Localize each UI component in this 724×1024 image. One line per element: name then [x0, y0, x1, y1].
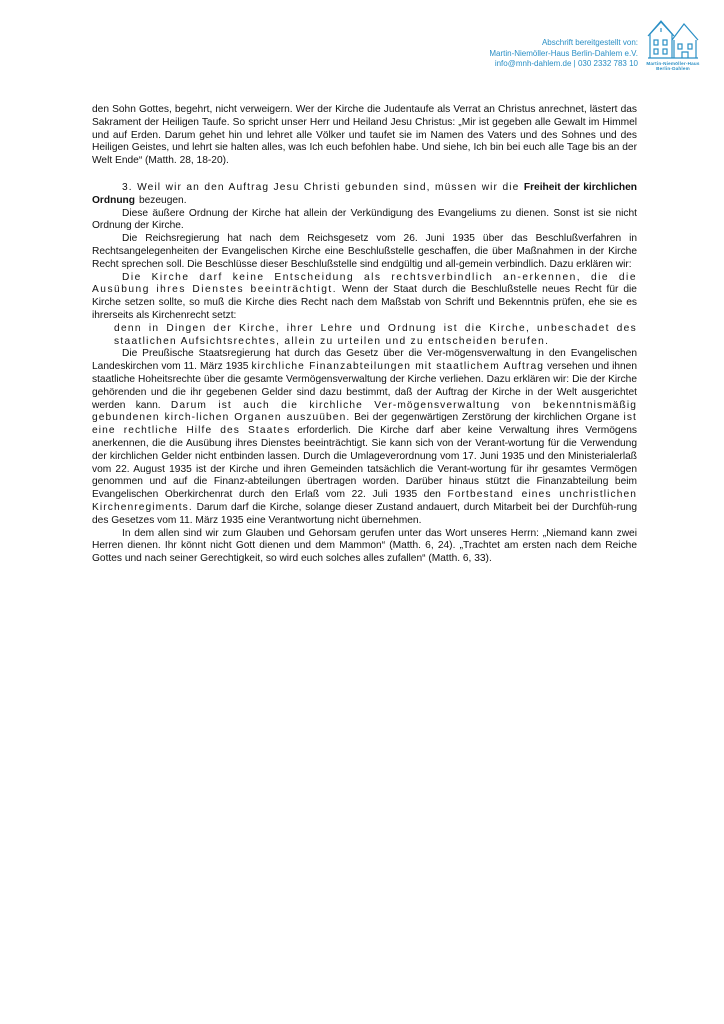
paragraph-conclusion — [92, 528, 637, 566]
finances-spaced-4: Fortbestand eines unchristlichen Kirchenregiments. — [92, 489, 637, 513]
header-line-contact: info@mnh-dahlem.de | 030 2332 783 10 — [494, 59, 638, 68]
paragraph-reichsregierung-text: Die Reichsregierung hat nach dem Reichsgesetz vom 26. Juni 1935 über das Beschlußverfahren in Rechtsangelegenheiten der Evangelischen Kirche eine Beschlußstelle geschaffen, die über Maßnahmen in der Kirche Recht sprechen soll. Die Beschlüsse dieser Beschlußstelle sind endgültig und all-gemein verbindlich. Dazu erklären wir: — [92, 233, 637, 270]
logo-caption — [646, 61, 699, 72]
logo-caption-place: Berlin-Dahlem — [656, 66, 690, 72]
quoted-statement-text: denn in Dingen der Kirche, ihrer Lehre und Ordnung ist die Kirche, unbeschadet des staatlichen Aufsichtsrechtes, allein zu urteilen und zu entscheiden berufen. — [114, 322, 637, 347]
section-3-end: bezeugen. — [138, 194, 187, 206]
page-header — [489, 14, 702, 76]
finances-spaced-3: ist eine rechtliche Hilfe des Staates — [92, 412, 637, 437]
decision-rest-text: Wenn der Staat durch die Beschlußstelle neues Recht für die Kirche setzen sollte, so muß die Kirche dies Recht nach dem Maßstab von Schrift und Bekenntnis prüfen, ehe sie es ihrerseits als Kirchenrecht setzt: — [92, 284, 637, 321]
paragraph-finances — [92, 348, 637, 527]
paragraph-order — [92, 208, 637, 234]
paragraph-order-text: Diese äußere Ordnung der Kirche hat allein der Verkündigung des Evangeliums zu dienen. Sonst ist sie nicht Ordnung der Kirche. — [92, 207, 637, 232]
section-3-emphasis: Freiheit der kirchlichen Ordnung — [92, 181, 637, 206]
house-logo-icon — [647, 14, 699, 60]
paragraph-conclusion-text: In dem allen sind wir zum Glauben und Gehorsam gerufen unter das Wort unseres Herrn: „Niemand kann zwei Herren dienen. Ihr könnt nicht Gott dienen und dem Mammon“ (Matth. 6, 24). „Trachtet am ersten nach dem Reiche Gottes und nach seiner Gerechtigkeit, so wird euch solches alles zufallen“ (Matth. 6, 33). — [92, 527, 637, 565]
finances-spaced-2: Darum ist auch die kirchliche Ver-mögensverwaltung von bekenntnismäßig gebundenen kirch-lichen Organen auszuüben. — [92, 399, 637, 424]
finances-text-a: Die Preußische Staatsregierung hat durch das Gesetz über die Ver-mögensverwaltung in den Evangelischen Landeskirchen vom 11. März 1935 — [92, 348, 637, 373]
finances-text-e: Darum darf die Kirche, solange dieser Zustand andauert, durch Mitarbeit bei der Durchfüh-rung des Gesetzes vom 11. März 1935 eine Verantwortung nicht übernehmen. — [92, 501, 637, 526]
quoted-statement — [92, 323, 637, 349]
section-3-intro: 3. Weil wir an den Auftrag Jesu Christi gebunden sind, müssen wir die — [122, 181, 520, 193]
decision-spaced-text: Die Kirche darf keine Entscheidung als rechtsverbindlich an-erkennen, die die Ausübung ihres Dienstes beeinträchtigt. — [92, 271, 637, 296]
header-line-provided-by: Abschrift bereitgestellt von: — [541, 38, 638, 47]
paragraph-baptism — [92, 104, 637, 168]
paragraph-reichsregierung — [92, 233, 637, 271]
finances-spaced-1: kirchliche Finanzabteilungen mit staatlichem Auftrag — [251, 361, 544, 373]
paragraph-baptism-text: den Sohn Gottes, begehrt, nicht verweigern. Wer der Kirche die Judentaufe als Verrat an Christus anrechnet, lästert das Sakrament der Heiligen Taufe. So spricht unser Herr und Heiland Jesu Christus: „Mir ist gegeben alle Gewalt im Himmel und auf Erden. Darum gehet hin und lehret alle Völker und taufet sie im Namen des Vaters und des Sohnes und des Heiligen Geistes, und lehrt sie halten alles, was Ich euch befohlen habe. Und siehe, Ich bin bei euch alle Tage bis an der Welt Ende“ (Matth. 28, 18-20). — [92, 104, 637, 167]
finances-text-b: versehen und ihnen staatliche Hoheitsrechte über die gesamte Vermögensverwaltung der Kirche verliehen. Dazu erklären wir: Die der Kirche gehörenden und die ihr gegebenen Gelder sind dazu bestimmt, daß der Auftrag der Kirche in der Welt ausgerichtet werden kann. — [92, 361, 637, 411]
header-text — [489, 38, 638, 70]
paragraph-section-3 — [92, 182, 637, 208]
organization-logo — [644, 14, 702, 76]
paragraph-decision — [92, 272, 637, 323]
logo-caption-name: Martin-Niemöller-Haus — [646, 61, 700, 66]
finances-text-d: erforderlich. Die Kirche darf aber keine Verwaltung ihres Vermögens anerkennen, die die Ausübung ihres Dienstes beeinträchtigt. Sie kann sich von der Verant-wortung für die Verwendung der kirchlichen Gelder nicht entbinden lassen. Durch die Umlageverordnung vom 17. Juni 1935 und den Ministerialerlaß vom 22. August 1935 ist der Kirche und ihren Gemeinden tatsächlich die Verant-wortung für ihr gesamtes Vermögen genommen und auf die Finanz-abteilungen übertragen worden. Darüber hinaus stützt die Finanzabteilung beim Evangelischen Oberkirchenrat durch den Erlaß vom 22. Juli 1935 den — [92, 425, 637, 501]
finances-text-c: Bei der gegenwärtigen Zerstörung der kirchlichen Organe — [354, 412, 620, 424]
header-line-organization: Martin-Niemöller-Haus Berlin-Dahlem e.V. — [489, 48, 638, 58]
document-body — [92, 104, 637, 566]
